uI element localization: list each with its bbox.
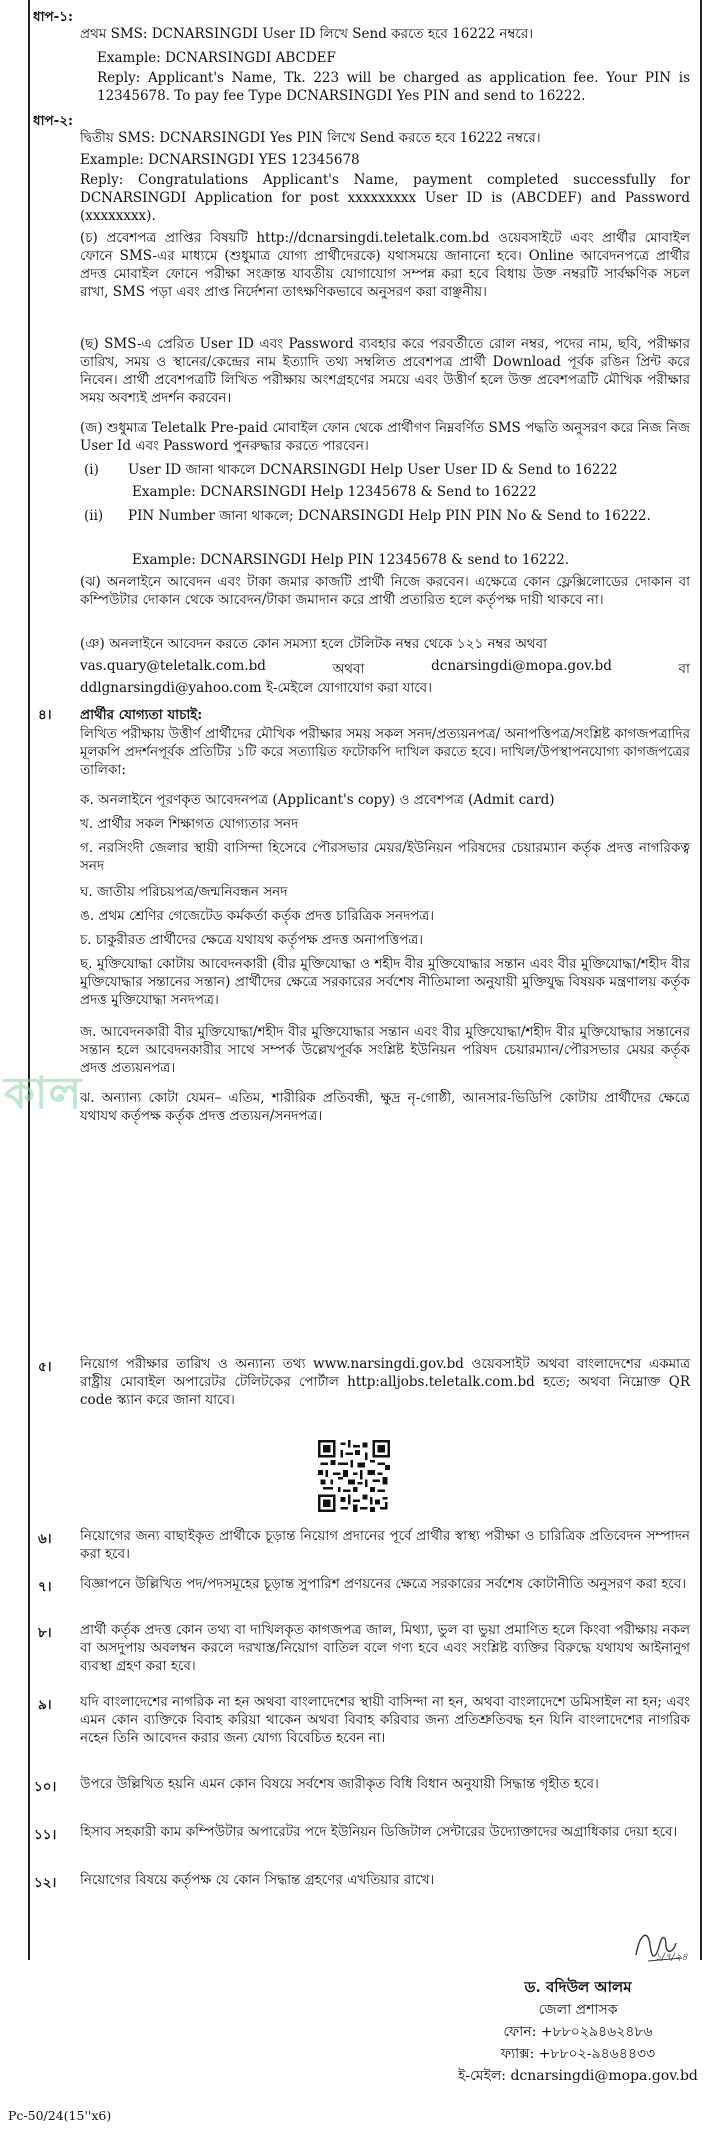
recovery-ii-example: Example: DCNARSINGDI Help PIN 12345678 & send to 16222. xyxy=(132,552,570,568)
paragraph-nya-line3: ddlgnarsingdi@yahoo.com ই-মেইলে যোগাযোগ করা যাবে। xyxy=(80,680,433,696)
section-10-number: ১০। xyxy=(34,1779,57,1795)
qr-code[interactable] xyxy=(318,1440,390,1512)
section-6-text: নিয়োগের জন্য বাছাইকৃত প্রার্থীকে চূড়ান্ত নিয়োগ প্রদানের পূর্বে প্রার্থীর স্বাস্থ্য পরীক্ষা ও চারিত্রিক প্রতিবেদন সম্পাদন করা হবে। xyxy=(80,1528,690,1562)
section-4-number: ৪। xyxy=(38,707,52,723)
publisher-watermark: কাল xyxy=(4,1068,83,1119)
officer-email: ই-মেইল: dcnarsingdi@mopa.gov.bd xyxy=(458,2068,698,2084)
document-item-kha: খ. প্রার্থীর সকল শিক্ষাগত যোগ্যতার সনদ xyxy=(80,816,299,832)
paragraph-ja: (জ) শুধুমাত্র Teletalk Pre-paid মোবাইল ফোন থেকে প্রার্থীগণ নিম্নবর্ণিত SMS পদ্ধতি অনুসরণ করে নিজ নিজ User Id এবং Password পুনরুদ্ধার করতে পারবেন। xyxy=(80,420,690,454)
section-12-number: ১২। xyxy=(34,1875,57,1891)
email-dcnarsingdi: dcnarsingdi@mopa.gov.bd xyxy=(431,658,612,674)
section-4-title: প্রার্থীর যোগ্যতা যাচাই: xyxy=(80,707,203,723)
officer-name: ড. বদিউল আলম xyxy=(524,1978,632,1996)
recovery-i-text: User ID জানা থাকলে DCNARSINGDI Help User User ID & Send to 16222 xyxy=(128,462,618,478)
section-8-text: প্রার্থী কর্তৃক প্রদত্ত কোন তথ্য বা দাখিলকৃত কাগজপত্র জাল, মিথ্যা, ভুল বা ভুয়া প্রমাণিত হলে কিংবা পরীক্ষায় নকল বা অসদুপায় অবলম্বন করলে দরখাস্ত/নিয়োগ বাতিল বলে গণ্য হবে এবং সংশ্লিষ্ট ব্যক্তির বিরুদ্ধে যথাযথ আইনানুগ ব্যবস্থা গ্রহণ করা হবে। xyxy=(80,1622,690,1674)
officer-designation: জেলা প্রশাসক xyxy=(538,2002,618,2018)
document-item-ga: গ. নরসিংদী জেলার স্থায়ী বাসিন্দা হিসেবে পৌরসভার মেয়র/ইউনিয়ন পরিষদের চেয়ারম্যান কর্তৃক প্রদত্ত নাগরিকত্ব সনদ xyxy=(80,840,690,874)
document-item-gha: ঘ. জাতীয় পরিচয়পত্র/জন্মনিবন্ধন সনদ xyxy=(80,884,288,900)
email-vas-quary: vas.quary@teletalk.com.bd xyxy=(80,658,266,674)
recovery-ii-label: (ii) xyxy=(84,508,104,524)
paragraph-cha: (চ) প্রবেশপত্র প্রাপ্তির বিষয়টি http://dcnarsingdi.teletalk.com.bd ওয়েবসাইটে এবং প্রার্থীর মোবাইল ফোনে SMS-এর মাধ্যমে (শুধুমাত্র যোগ্য প্রার্থীদেরকে) যথাসময়ে জানানো হবে। Online আবেদনপত্রে প্রার্থীর প্রদত্ত মোবাইল ফোনে পরীক্ষা সংক্রান্ত যাবতীয় যোগাযোগ সম্পন্ন করা হবে বিধায় উক্ত নম্বরটি সার্বক্ষণিক সচল রাখা, SMS পড়া এবং প্রাপ্ত নির্দেশনা তাৎক্ষণিকভাবে অনুসরণ করা বাঞ্ছনীয়। xyxy=(80,230,690,300)
document-item-ka: ক. অনলাইনে পূরণকৃত আবেদনপত্র (Applicant's copy) ও প্রবেশপত্র (Admit card) xyxy=(80,792,555,808)
document-item-jha: ঝ. অন্যান্য কোটা যেমন– এতিম, শারীরিক প্রতিবন্ধী, ক্ষুদ্র নৃ-গোষ্ঠী, আনসার-ভিডিপি কোটায় প্রার্থীদের ক্ষেত্রে যথাযথ কর্তৃপক্ষ কর্তৃক প্রদত্ত প্রত্যয়ন/সনদপত্র। xyxy=(80,1090,690,1124)
document-item-cha: চ. চাকুরীরত প্রার্থীদের ক্ষেত্রে যথাযথ কর্তৃপক্ষ প্রদত্ত অনাপত্তিপত্র। xyxy=(80,932,424,948)
paragraph-nya-line2 xyxy=(80,658,690,681)
section-7-text: বিজ্ঞাপনে উল্লিখিত পদ/পদসমূহের চূড়ান্ত সুপারিশ প্রণয়নের ক্ষেত্রে সরকারের সর্বশেষ কোটানীতি অনুসরণ করা হবে। xyxy=(80,1576,687,1592)
section-8-number: ৮। xyxy=(38,1625,52,1641)
section-11-number: ১১। xyxy=(34,1827,57,1843)
step-1-example: Example: DCNARSINGDI ABCDEF xyxy=(97,50,336,66)
section-7-number: ৭। xyxy=(38,1579,52,1595)
document-item-umo: ঙ. প্রথম শ্রেণির গেজেটেড কর্মকর্তা কর্তৃক প্রদত্ত চারিত্রিক সনদপত্র। xyxy=(80,908,435,924)
document-item-chha: ছ. মুক্তিযোদ্ধা কোটায় আবেদনকারী (বীর মুক্তিযোদ্ধা ও শহীদ বীর মুক্তিযোদ্ধার সন্তান এবং বীর মুক্তিযোদ্ধা/শহীদ বীর মুক্তিযোদ্ধার সন্তানের সন্তান) প্রার্থীদের ক্ষেত্রে সরকারের সর্বশেষ নীতিমালা অনুযায়ী মুক্তিযুদ্ধ বিষয়ক মন্ত্রণালয় কর্তৃক প্রদত্ত মুক্তিযোদ্ধা সনদপত্র। xyxy=(80,956,690,1008)
or-text-2: বা xyxy=(678,661,690,677)
recovery-ii-text: PIN Number জানা থাকলে; DCNARSINGDI Help PIN PIN No & Send to 16222. xyxy=(128,508,651,524)
step-2-label: ধাপ-২: xyxy=(33,113,74,129)
section-11-text: হিসাব সহকারী কাম কম্পিউটার অপারেটর পদে ইউনিয়ন ডিজিটাল সেন্টারের উদ্যোক্তাদের অগ্রাধিকার দেয়া হবে। xyxy=(80,1824,678,1840)
section-6-number: ৬। xyxy=(38,1531,52,1547)
step-1-label: ধাপ-১: xyxy=(33,9,73,25)
step-1-reply: Reply: Applicant's Name, Tk. 223 will be charged as application fee. Your PIN is 12345678. To pay fee Type DCNARSINGDI Yes PIN and send to 16222. xyxy=(97,70,690,104)
section-5-text: নিয়োগ পরীক্ষার তারিখ ও অন্যান্য তথ্য www.narsingdi.gov.bd ওয়েবসাইট অথবা বাংলাদেশের একমাত্র রাষ্ট্রীয় মোবাইল অপারেটর টেলিটকের পোর্টাল http:alljobs.teletalk.com.bd হতে; অথবা নিম্নোক্ত QR code স্ক্যান করে জানা যাবে। xyxy=(80,1356,690,1408)
paragraph-nya-line1: (ঞ) অনলাইনে আবেদন করতে কোন সমস্যা হলে টেলিটক নম্বর থেকে ১২১ নম্বর অথবা xyxy=(80,636,548,652)
paragraph-chha: (ছ) SMS-এ প্রেরিত User ID এবং Password ব্যবহার করে পরবর্তীতে রোল নম্বর, পদের নাম, ছবি, পরীক্ষার তারিখ, সময় ও স্থানের/কেন্দ্রের নাম ইত্যাদি তথ্য সম্বলিত প্রবেশপত্র প্রার্থী Download পূর্বক রঙিন প্রিন্ট করে নিবেন। প্রার্থী প্রবেশপত্রটি লিখিত পরীক্ষায় অংশগ্রহণের সময়ে এবং উত্তীর্ণ হলে উক্ত প্রবেশপত্রটি মৌখিক পরীক্ষার সময় অবশ্যই প্রদর্শন করবেন। xyxy=(80,336,690,406)
section-5-number: ৫। xyxy=(38,1359,52,1375)
section-9-number: ৯। xyxy=(38,1697,52,1713)
step-2-reply: Reply: Congratulations Applicant's Name, payment completed successfully for DCNARSINGDI Application for post xxxxxxxxx User ID is (ABCDEF) and Password (xxxxxxxx). xyxy=(80,172,690,224)
print-code: Pc-50/24(15''x6) xyxy=(8,2108,112,2123)
paragraph-jha: (ঝ) অনলাইনে আবেদন এবং টাকা জমার কাজটি প্রার্থী নিজে করবেন। এক্ষেত্রে কোন ফ্লেক্সিলোডের দোকান বা কম্পিউটার দোকান থেকে আবেদন/টাকা জমাদান করে প্রার্থী প্রতারিত হলে কর্তৃপক্ষ দায়ী থাকবে না। xyxy=(80,574,690,608)
step-2-sms: দ্বিতীয় SMS: DCNARSINGDI Yes PIN লিখে Send করতে হবে 16222 নম্বরে। xyxy=(80,130,541,146)
margin-rule-right xyxy=(700,0,702,1960)
or-text: অথবা xyxy=(332,661,365,677)
officer-phone: ফোন: +৮৮০২৯৪৬২৪৮৬ xyxy=(503,2024,653,2040)
section-9-text: যদি বাংলাদেশের নাগরিক না হন অথবা বাংলাদেশের স্থায়ী বাসিন্দা না হন, অথবা বাংলাদেশে ডমিসাইল না হন; এবং এমন কোন ব্যক্তিকে বিবাহ করিয়া থাকেন অথবা বিবাহ করিবার জন্য প্রতিশ্রুতিবদ্ধ হন যিনি বাংলাদেশের নাগরিক নহেন তিনি আবেদন করার জন্য যোগ্য বিবেচিত হবেন না। xyxy=(80,1694,690,1746)
section-10-text: উপরে উল্লিখিত হয়নি এমন কোন বিষয়ে সর্বশেষ জারীকৃত বিধি বিধান অনুযায়ী সিদ্ধান্ত গৃহীত হবে। xyxy=(80,1776,599,1792)
signature-date: ১/৭/২৪ xyxy=(655,1952,688,1963)
margin-rule-left xyxy=(28,0,30,1960)
section-4-intro: লিখিত পরীক্ষায় উত্তীর্ণ প্রার্থীদের মৌখিক পরীক্ষার সময় সকল সনদ/প্রত্যয়নপত্র/ অনাপত্তিপত্র/সংশ্লিষ্ট কাগজপত্রাদির মূলকপি প্রদর্শনপূর্বক প্রতিটির ১টি করে সত্যায়িত ফটোকপি দাখিল করতে হবে। দাখিল/উপস্থাপনযোগ্য কাগজপত্রের তালিকা: xyxy=(80,726,690,778)
step-2-example: Example: DCNARSINGDI YES 12345678 xyxy=(80,152,360,168)
document-item-ja: জ. আবেদনকারী বীর মুক্তিযোদ্ধা/শহীদ বীর মুক্তিযোদ্ধার সন্তান এবং বীর মুক্তিযোদ্ধা/শহীদ বীর মুক্তিযোদ্ধার সন্তানের সন্তান হলে আবেদনকারীর সাথে সম্পর্ক উল্লেখপূর্বক সংশ্লিষ্ট ইউনিয়ন পরিষদ চেয়ারম্যান/পৌরসভার মেয়র কর্তৃক প্রদত্ত প্রত্যয়নপত্র। xyxy=(80,1024,690,1076)
recovery-i-label: (i) xyxy=(84,462,99,478)
section-12-text: নিয়োগের বিষয়ে কর্তৃপক্ষ যে কোন সিদ্ধান্ত গ্রহণের এখতিয়ার রাখে। xyxy=(80,1872,435,1888)
officer-fax: ফ্যাক্স: +৮৮০২-৯৪৬৪৪৩৩ xyxy=(500,2046,656,2062)
step-1-sms: প্রথম SMS: DCNARSINGDI User ID লিখে Send করতে হবে 16222 নম্বরে। xyxy=(80,26,534,42)
recovery-i-example: Example: DCNARSINGDI Help 12345678 & Send to 16222 xyxy=(132,484,537,500)
